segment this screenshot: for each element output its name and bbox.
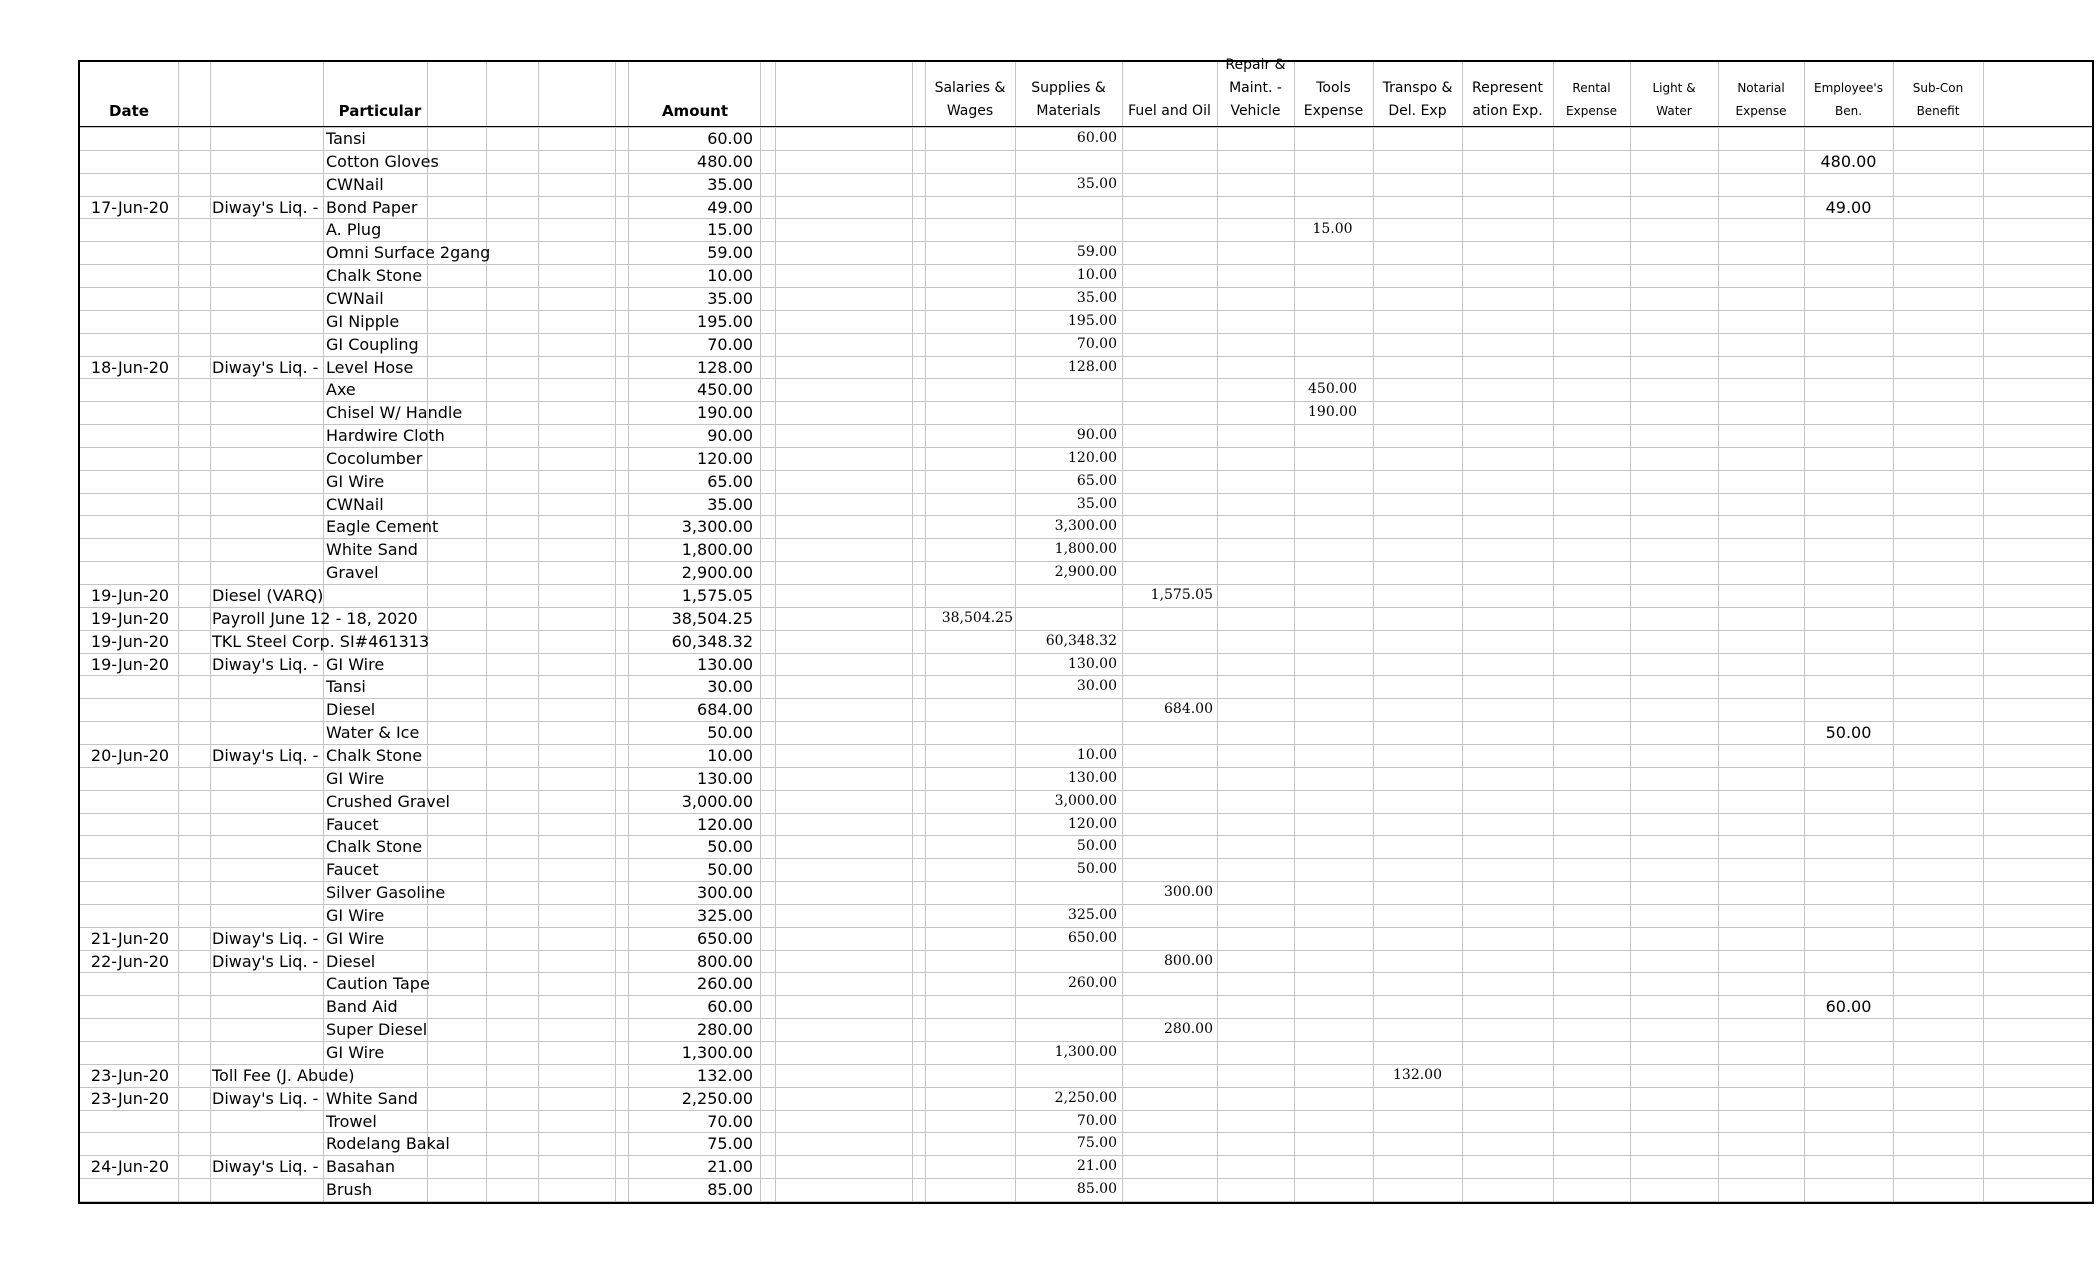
- cell-item: Crushed Gravel: [326, 791, 450, 811]
- cell-amount: 325.00: [697, 905, 753, 925]
- cell-amount: 450.00: [697, 380, 753, 400]
- cell-tools: 450.00: [1308, 381, 1357, 398]
- cell-amount: 195.00: [697, 311, 753, 331]
- cell-payee: Diway's Liq. -: [212, 928, 319, 948]
- cell-date: 19-Jun-20: [90, 586, 170, 605]
- cell-item: GI Coupling: [326, 334, 419, 354]
- cell-supplies: 60,348.32: [1045, 632, 1117, 649]
- cell-amount: 65.00: [707, 471, 753, 491]
- cell-amount: 75.00: [707, 1134, 753, 1154]
- header-repair-line-1: Repair &: [1225, 57, 1286, 73]
- cell-amount: 10.00: [707, 745, 753, 765]
- cell-date: 24-Jun-20: [90, 1157, 170, 1177]
- header-fuel: Fuel and Oil: [1128, 103, 1211, 119]
- cell-item: Band Aid: [326, 997, 398, 1017]
- cell-amount: 60.00: [707, 997, 753, 1017]
- cell-item: White Sand: [326, 540, 418, 560]
- cell-date: 20-Jun-20: [90, 745, 170, 765]
- cell-item: Silver Gasoline: [326, 883, 446, 903]
- cell-amount: 38,504.25: [671, 608, 753, 628]
- cell-date: 19-Jun-20: [90, 631, 170, 651]
- cell-date: 19-Jun-20: [90, 654, 170, 674]
- cell-item: GI Wire: [326, 471, 385, 491]
- cell-amount: 70.00: [707, 334, 753, 354]
- cell-supplies: 130.00: [1068, 655, 1117, 672]
- cell-payee: TKL Steel Corp. SI#461313: [212, 631, 430, 651]
- cell-amount: 50.00: [707, 837, 753, 857]
- cell-supplies: 85.00: [1076, 1181, 1117, 1198]
- cell-amount: 800.00: [697, 951, 753, 971]
- cell-item: Chalk Stone: [326, 745, 423, 765]
- cell-item: GI Wire: [326, 1043, 385, 1062]
- cell-date: 22-Jun-20: [90, 951, 170, 971]
- cell-supplies: 260.00: [1068, 975, 1117, 992]
- cell-fuel: 300.00: [1164, 884, 1213, 901]
- cell-amount: 59.00: [707, 243, 753, 263]
- cell-amount: 1,575.05: [681, 586, 753, 605]
- cell-supplies: 35.00: [1076, 289, 1117, 306]
- header-repair-line-2: Maint. -: [1229, 80, 1282, 96]
- cell-amount: 10.00: [707, 266, 753, 286]
- cell-amount: 35.00: [707, 174, 753, 194]
- header-supplies-line-1: Supplies &: [1031, 80, 1106, 96]
- cell-supplies: 21.00: [1076, 1158, 1117, 1175]
- cell-supplies: 60.00: [1076, 130, 1117, 146]
- cell-item: Tansi: [326, 677, 366, 697]
- header-subcon-line-2: Benefit: [1916, 104, 1960, 118]
- cell-supplies: 70.00: [1076, 335, 1117, 352]
- cell-supplies: 75.00: [1076, 1135, 1117, 1152]
- cell-item: Water & Ice: [326, 723, 420, 743]
- cell-date: 17-Jun-20: [90, 197, 170, 217]
- header-repair-line-3: Vehicle: [1230, 103, 1281, 119]
- cell-supplies: 50.00: [1076, 838, 1117, 855]
- cell-amount: 190.00: [697, 403, 753, 423]
- cell-amount: 684.00: [697, 700, 753, 720]
- cell-fuel: 1,575.05: [1150, 587, 1213, 603]
- cell-payee: Payroll June 12 - 18, 2020: [212, 608, 418, 628]
- cell-supplies: 128.00: [1068, 358, 1117, 375]
- header-particular: Particular: [338, 102, 422, 120]
- cell-supplies: 35.00: [1076, 175, 1117, 192]
- header-light-line-2: Water: [1656, 104, 1692, 118]
- cell-item: GI Wire: [326, 905, 385, 925]
- header-represent-line-2: ation Exp.: [1472, 103, 1543, 119]
- cell-supplies: 130.00: [1068, 769, 1117, 786]
- cell-employee: 50.00: [1825, 723, 1872, 743]
- cell-tools: 15.00: [1312, 221, 1353, 238]
- header-rental-line-1: Rental: [1572, 81, 1611, 95]
- cell-item: Cocolumber: [326, 448, 423, 468]
- cell-supplies: 70.00: [1076, 1112, 1117, 1129]
- cell-amount: 50.00: [707, 723, 753, 743]
- cell-amount: 49.00: [707, 197, 753, 217]
- cell-transpo: 132.00: [1393, 1066, 1442, 1083]
- header-employee-line-1: Employee's: [1814, 81, 1883, 95]
- cell-supplies: 10.00: [1076, 746, 1117, 763]
- header-date: Date: [109, 102, 149, 120]
- cell-item: CWNail: [326, 494, 384, 514]
- cell-item: Omni Surface 2gang: [326, 243, 491, 263]
- cell-supplies: 10.00: [1076, 267, 1117, 284]
- cell-date: 23-Jun-20: [90, 1088, 170, 1108]
- cell-payee: Diway's Liq. -: [212, 654, 319, 674]
- cell-item: Faucet: [326, 814, 379, 834]
- cell-amount: 130.00: [697, 768, 753, 788]
- cell-item: GI Wire: [326, 768, 385, 788]
- cell-fuel: 684.00: [1164, 701, 1213, 718]
- cell-amount: 1,300.00: [681, 1043, 753, 1062]
- cell-item: Trowel: [326, 1111, 377, 1131]
- cell-amount: 21.00: [707, 1157, 753, 1177]
- header-amount: Amount: [661, 102, 729, 120]
- cell-date: 18-Jun-20: [90, 357, 170, 377]
- header-tools-line-2: Expense: [1303, 103, 1364, 119]
- cell-supplies: 65.00: [1076, 472, 1117, 489]
- cell-amount: 60.00: [707, 129, 753, 148]
- cell-item: Chalk Stone: [326, 266, 423, 286]
- cell-supplies: 3,300.00: [1054, 518, 1117, 535]
- cell-supplies: 650.00: [1068, 929, 1117, 946]
- cell-date: 19-Jun-20: [90, 608, 170, 628]
- cell-employee: 480.00: [1820, 151, 1877, 171]
- cell-amount: 132.00: [697, 1065, 753, 1085]
- cell-item: Level Hose: [326, 357, 414, 377]
- cell-item: Eagle Cement: [326, 517, 439, 537]
- header-salaries-line-2: Wages: [946, 103, 994, 119]
- cell-payee: Diway's Liq. -: [212, 1157, 319, 1177]
- header-employee-line-2: Ben.: [1834, 104, 1863, 118]
- cell-item: CWNail: [326, 174, 384, 194]
- header-tools-line-1: Tools: [1316, 80, 1351, 96]
- cell-fuel: 280.00: [1164, 1021, 1213, 1038]
- cell-amount: 650.00: [697, 928, 753, 948]
- cell-supplies: 59.00: [1076, 244, 1117, 261]
- cell-supplies: 35.00: [1076, 495, 1117, 512]
- cell-item: Faucet: [326, 860, 379, 880]
- cell-amount: 280.00: [697, 1020, 753, 1040]
- cell-supplies: 325.00: [1068, 906, 1117, 923]
- cell-tools: 190.00: [1308, 404, 1357, 421]
- cell-amount: 260.00: [697, 974, 753, 994]
- header-light-line-1: Light &: [1652, 81, 1696, 95]
- cell-item: Cotton Gloves: [326, 151, 439, 171]
- cell-amount: 50.00: [707, 860, 753, 880]
- cell-supplies: 2,250.00: [1054, 1089, 1117, 1106]
- cell-item: GI Wire: [326, 928, 385, 948]
- cell-employee: 60.00: [1825, 997, 1872, 1017]
- cell-item: A. Plug: [326, 220, 382, 240]
- cell-item: Bond Paper: [326, 197, 418, 217]
- cell-amount: 128.00: [697, 357, 753, 377]
- cell-amount: 120.00: [697, 814, 753, 834]
- cell-amount: 15.00: [707, 220, 753, 240]
- cell-item: Basahan: [326, 1157, 396, 1177]
- cell-amount: 300.00: [697, 883, 753, 903]
- cell-item: Brush: [326, 1180, 373, 1200]
- cell-amount: 60,348.32: [671, 631, 753, 651]
- cell-item: Axe: [326, 380, 356, 400]
- cell-payee: Diesel (VARQ): [212, 586, 324, 605]
- header-represent-line-1: Represent: [1472, 80, 1543, 96]
- cell-supplies: 120.00: [1068, 449, 1117, 466]
- cell-item: Hardwire Cloth: [326, 426, 445, 446]
- cell-amount: 2,250.00: [681, 1088, 753, 1108]
- cell-payee: Diway's Liq. -: [212, 357, 319, 377]
- cell-amount: 85.00: [707, 1180, 753, 1200]
- cell-amount: 480.00: [697, 151, 753, 171]
- cell-payee: Diway's Liq. -: [212, 745, 319, 765]
- cell-payee: Diway's Liq. -: [212, 197, 319, 217]
- header-subcon-line-1: Sub-Con: [1912, 81, 1964, 95]
- cell-amount: 35.00: [707, 288, 753, 308]
- cell-item: Caution Tape: [326, 974, 430, 994]
- cell-payee: Diway's Liq. -: [212, 1088, 319, 1108]
- cell-supplies: 1,300.00: [1054, 1044, 1117, 1060]
- cell-payee: Toll Fee (J. Abude): [212, 1065, 355, 1085]
- cell-item: Chisel W/ Handle: [326, 403, 463, 423]
- cell-salaries: 38,504.25: [941, 609, 1013, 626]
- cell-item: Gravel: [326, 563, 379, 583]
- header-rental-line-2: Expense: [1566, 104, 1617, 118]
- cell-item: Tansi: [326, 129, 366, 148]
- cell-supplies: 3,000.00: [1054, 792, 1117, 809]
- cell-item: GI Wire: [326, 654, 385, 674]
- cell-amount: 2,900.00: [681, 563, 753, 583]
- cell-item: Diesel: [326, 951, 376, 971]
- cell-supplies: 50.00: [1076, 861, 1117, 878]
- header-notarial-line-2: Expense: [1735, 104, 1787, 118]
- header-notarial-line-1: Notarial: [1737, 81, 1785, 95]
- cell-item: Chalk Stone: [326, 837, 423, 857]
- cell-item: GI Nipple: [326, 311, 400, 331]
- header-salaries-line-1: Salaries &: [934, 80, 1006, 96]
- cell-supplies: 1,800.00: [1054, 541, 1117, 558]
- cell-date: 21-Jun-20: [90, 928, 170, 948]
- cell-supplies: 90.00: [1076, 427, 1117, 444]
- cell-supplies: 2,900.00: [1054, 564, 1117, 581]
- cell-amount: 30.00: [707, 677, 753, 697]
- cell-supplies: 120.00: [1068, 815, 1117, 832]
- header-transpo-line-2: Del. Exp: [1388, 103, 1447, 119]
- header-supplies-line-2: Materials: [1036, 103, 1101, 119]
- cell-item: Rodelang Bakal: [326, 1134, 450, 1154]
- cell-amount: 1,800.00: [681, 540, 753, 560]
- cell-payee: Diway's Liq. -: [212, 951, 319, 971]
- cell-amount: 130.00: [697, 654, 753, 674]
- cell-employee: 49.00: [1825, 197, 1872, 217]
- cell-amount: 70.00: [707, 1111, 753, 1131]
- cell-amount: 35.00: [707, 494, 753, 514]
- cell-item: White Sand: [326, 1088, 418, 1108]
- cell-supplies: 30.00: [1076, 678, 1117, 695]
- cell-date: 23-Jun-20: [90, 1065, 170, 1085]
- cell-item: CWNail: [326, 288, 384, 308]
- header-transpo-line-1: Transpo &: [1382, 80, 1453, 96]
- cell-supplies: 195.00: [1068, 312, 1117, 329]
- cell-fuel: 800.00: [1164, 952, 1213, 969]
- cell-item: Diesel: [326, 700, 376, 720]
- cell-amount: 3,300.00: [681, 517, 753, 537]
- cell-amount: 90.00: [707, 426, 753, 446]
- cell-amount: 3,000.00: [681, 791, 753, 811]
- cell-amount: 120.00: [697, 448, 753, 468]
- cell-item: Super Diesel: [326, 1020, 428, 1040]
